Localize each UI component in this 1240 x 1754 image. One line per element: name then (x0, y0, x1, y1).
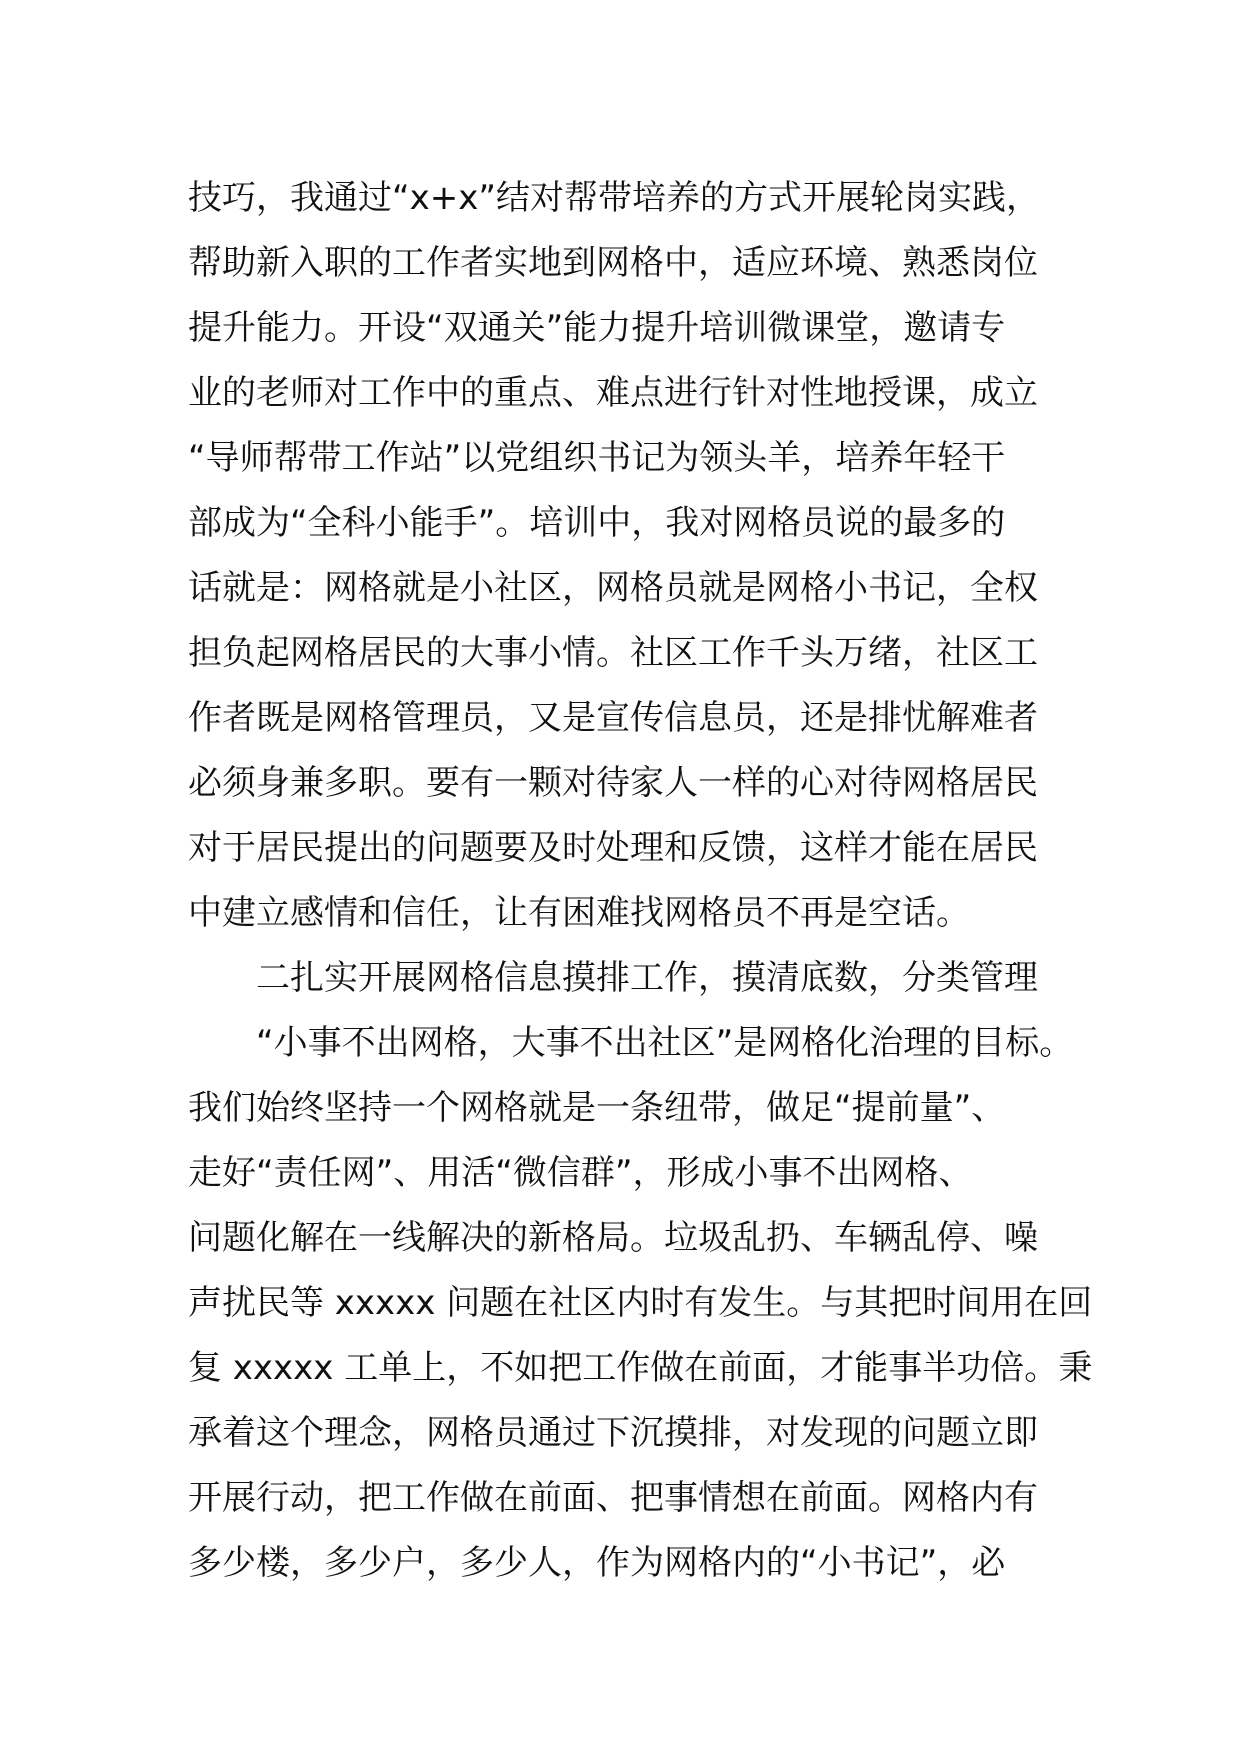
text-line: 业的老师对工作中的重点、难点进行针对性地授课，成立 (188, 373, 1038, 413)
text-line: 担负起网格居民的大事小情。社区工作千头万绪，社区工 (188, 633, 1038, 673)
text-line: 走好“责任网”、用活“微信群”，形成小事不出网格、 (188, 1153, 973, 1193)
section-heading: 二扎实开展网格信息摸排工作，摸清底数，分类管理 (256, 958, 1038, 998)
text-line: 多少楼，多少户，多少人，作为网格内的“小书记”，必 (188, 1543, 1006, 1583)
text-line: 问题化解在一线解决的新格局。垃圾乱扔、车辆乱停、噪 (188, 1218, 1038, 1258)
text-line: “导师帮带工作站”以党组织书记为领头羊，培养年轻干 (188, 438, 1006, 478)
text-line: 复 xxxxx 工单上，不如把工作做在前面，才能事半功倍。秉 (188, 1348, 1093, 1388)
body-text (188, 166, 1093, 1596)
text-line: 话就是：网格就是小社区，网格员就是网格小书记，全权 (188, 568, 1038, 608)
text-line: 部成为“全科小能手”。培训中，我对网格员说的最多的 (188, 503, 1006, 543)
text-line: 我们始终坚持一个网格就是一条纽带，做足“提前量”、 (188, 1088, 1006, 1128)
text-line: 作者既是网格管理员，又是宣传信息员，还是排忧解难者 (188, 698, 1038, 738)
text-line: 对于居民提出的问题要及时处理和反馈，这样才能在居民 (188, 828, 1038, 868)
text-line: 帮助新入职的工作者实地到网格中，适应环境、熟悉岗位 (188, 243, 1038, 283)
text-line: 必须身兼多职。要有一颗对待家人一样的心对待网格居民 (188, 763, 1038, 803)
text-line: 开展行动，把工作做在前面、把事情想在前面。网格内有 (188, 1478, 1038, 1518)
text-line: 声扰民等 xxxxx 问题在社区内时有发生。与其把时间用在回 (188, 1283, 1093, 1323)
text-line: 承着这个理念，网格员通过下沉摸排，对发现的问题立即 (188, 1413, 1038, 1453)
text-line: 中建立感情和信任，让有困难找网格员不再是空话。 (188, 893, 970, 933)
text-line: 技巧，我通过“x+x”结对帮带培养的方式开展轮岗实践， (188, 178, 1040, 218)
paragraph-first-line: “小事不出网格，大事不出社区”是网格化治理的目标。 (256, 1023, 1074, 1063)
text-line: 提升能力。开设“双通关”能力提升培训微课堂，邀请专 (188, 308, 1006, 348)
